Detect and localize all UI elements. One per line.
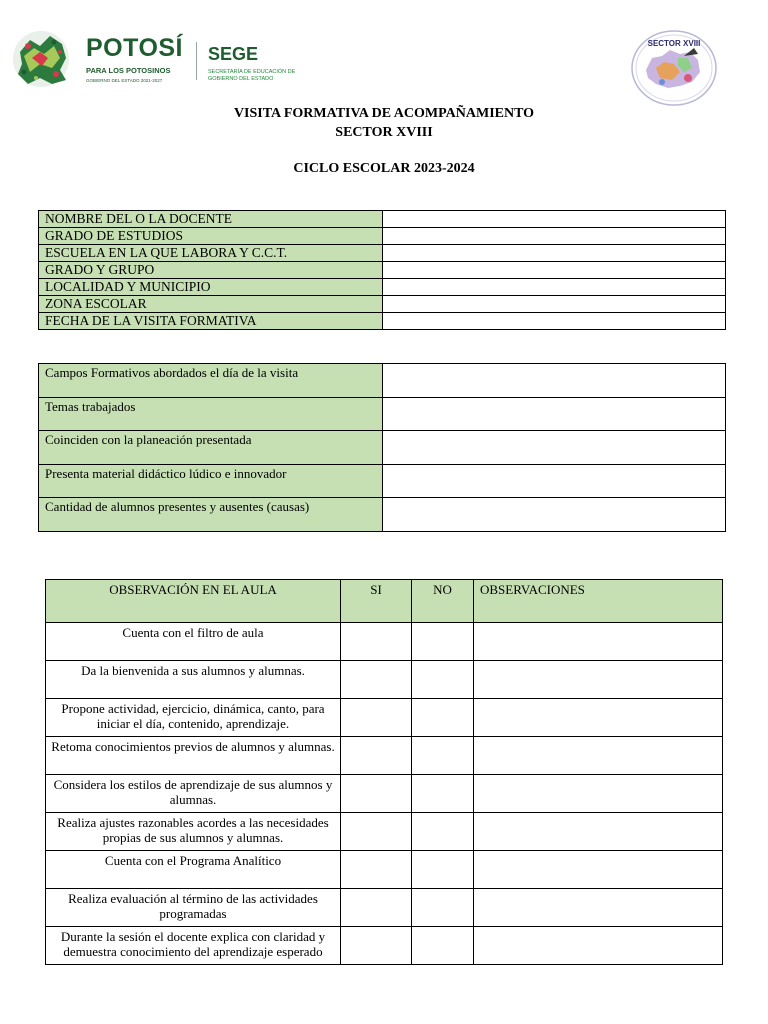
table-row — [39, 431, 726, 465]
field-label: Coinciden con la planeación presentada — [39, 431, 383, 465]
potosi-logo-subline: GOBIERNO DEL ESTADO 2021-2027 — [86, 78, 163, 83]
table-row — [39, 397, 726, 431]
field-label: Presenta material didáctico lúdico e innovador — [39, 464, 383, 498]
table-row — [46, 699, 723, 737]
field-label: ESCUELA EN LA QUE LABORA Y C.C.T. — [39, 245, 383, 262]
sege-logo-text: SEGE — [208, 44, 259, 64]
table-row — [46, 661, 723, 699]
field-value[interactable] — [383, 498, 726, 532]
observaciones-cell[interactable] — [474, 813, 723, 851]
observaciones-cell[interactable] — [474, 623, 723, 661]
field-value[interactable] — [383, 279, 726, 296]
table-row — [46, 889, 723, 927]
field-value[interactable] — [383, 431, 726, 465]
no-cell[interactable] — [412, 889, 474, 927]
observation-item: Cuenta con el filtro de aula — [46, 623, 341, 661]
observaciones-cell[interactable] — [474, 775, 723, 813]
table-row — [39, 262, 726, 279]
header-observacion: OBSERVACIÓN EN EL AULA — [46, 580, 341, 623]
observaciones-cell[interactable] — [474, 737, 723, 775]
observation-item: Realiza ajustes razonables acordes a las necesidades propias de sus alumnos y alumnas. — [46, 813, 341, 851]
document-subtitle-cycle: CICLO ESCOLAR 2023-2024 — [293, 161, 475, 176]
field-value[interactable] — [383, 245, 726, 262]
table-row — [46, 813, 723, 851]
si-cell[interactable] — [341, 813, 412, 851]
no-cell[interactable] — [412, 927, 474, 965]
table-row — [39, 279, 726, 296]
observaciones-cell[interactable] — [474, 661, 723, 699]
header-si: SI — [341, 580, 412, 623]
table-row — [39, 313, 726, 330]
table-row — [39, 464, 726, 498]
sector-xviii-logo-icon — [628, 28, 720, 108]
field-label: GRADO DE ESTUDIOS — [39, 228, 383, 245]
table-row — [46, 737, 723, 775]
field-label: Campos Formativos abordados el día de la visita — [39, 364, 383, 398]
field-label: Cantidad de alumnos presentes y ausentes (causas) — [39, 498, 383, 532]
potosi-sege-logo — [10, 28, 310, 94]
field-value[interactable] — [383, 211, 726, 228]
header-observaciones: OBSERVACIONES — [474, 580, 723, 623]
table-row — [46, 623, 723, 661]
sector-logo-text: SECTOR XVIII — [647, 39, 701, 48]
si-cell[interactable] — [341, 889, 412, 927]
observaciones-cell[interactable] — [474, 851, 723, 889]
document-title: VISITA FORMATIVA DE ACOMPAÑAMIENTO — [233, 106, 535, 121]
teacher-info-table — [38, 210, 726, 330]
observation-item: Considera los estilos de aprendizaje de sus alumnos y alumnas. — [46, 775, 341, 813]
no-cell[interactable] — [412, 737, 474, 775]
observaciones-cell[interactable] — [474, 927, 723, 965]
field-label: NOMBRE DEL O LA DOCENTE — [39, 211, 383, 228]
no-cell[interactable] — [412, 623, 474, 661]
field-value[interactable] — [383, 397, 726, 431]
table-row — [39, 211, 726, 228]
si-cell[interactable] — [341, 623, 412, 661]
sege-logo-subline: SECRETARÍA DE EDUCACIÓN DE GOBIERNO DEL ESTADO — [208, 69, 296, 82]
field-value[interactable] — [383, 464, 726, 498]
no-cell[interactable] — [412, 775, 474, 813]
si-cell[interactable] — [341, 927, 412, 965]
si-cell[interactable] — [341, 661, 412, 699]
visit-content-table — [38, 363, 726, 532]
table-row — [46, 775, 723, 813]
no-cell[interactable] — [412, 661, 474, 699]
field-value[interactable] — [383, 364, 726, 398]
potosi-logo-text: POTOSÍ — [86, 34, 184, 62]
header-no: NO — [412, 580, 474, 623]
observaciones-cell[interactable] — [474, 889, 723, 927]
potosi-emblem-icon — [10, 28, 72, 90]
table-row — [39, 245, 726, 262]
field-label: GRADO Y GRUPO — [39, 262, 383, 279]
field-value[interactable] — [383, 313, 726, 330]
potosi-logo-tagline: PARA LOS POTOSINOS — [86, 66, 171, 75]
field-label: Temas trabajados — [39, 397, 383, 431]
observation-item: Cuenta con el Programa Analítico — [46, 851, 341, 889]
classroom-observation-table — [45, 579, 723, 965]
observation-item: Durante la sesión el docente explica con claridad y demuestra conocimiento del aprendizaje esperado — [46, 927, 341, 965]
si-cell[interactable] — [341, 851, 412, 889]
no-cell[interactable] — [412, 813, 474, 851]
observation-item: Da la bienvenida a sus alumnos y alumnas. — [46, 661, 341, 699]
field-label: ZONA ESCOLAR — [39, 296, 383, 313]
table-row — [39, 228, 726, 245]
si-cell[interactable] — [341, 699, 412, 737]
no-cell[interactable] — [412, 851, 474, 889]
logo-divider — [196, 42, 197, 80]
observation-item: Retoma conocimientos previos de alumnos y alumnas. — [46, 737, 341, 775]
field-label: LOCALIDAD Y MUNICIPIO — [39, 279, 383, 296]
field-label: FECHA DE LA VISITA FORMATIVA — [39, 313, 383, 330]
document-subtitle-sector: SECTOR XVIII — [335, 125, 433, 140]
table-row — [46, 851, 723, 889]
si-cell[interactable] — [341, 775, 412, 813]
field-value[interactable] — [383, 228, 726, 245]
no-cell[interactable] — [412, 699, 474, 737]
si-cell[interactable] — [341, 737, 412, 775]
observation-item: Propone actividad, ejercicio, dinámica, canto, para iniciar el día, contenido, aprendizaje. — [46, 699, 341, 737]
table-row — [39, 364, 726, 398]
observation-item: Realiza evaluación al término de las actividades programadas — [46, 889, 341, 927]
table-row — [39, 498, 726, 532]
table-row — [46, 927, 723, 965]
table-header-row — [46, 580, 723, 623]
table-row — [39, 296, 726, 313]
field-value[interactable] — [383, 262, 726, 279]
observaciones-cell[interactable] — [474, 699, 723, 737]
field-value[interactable] — [383, 296, 726, 313]
